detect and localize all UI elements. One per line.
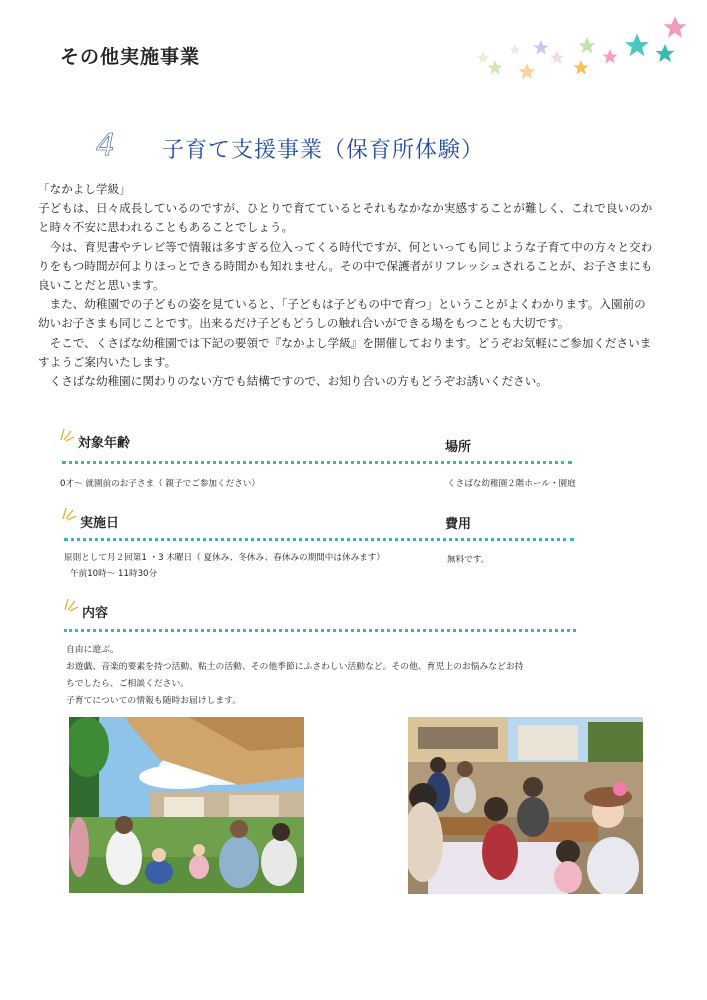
content-text — [66, 642, 586, 710]
sparkle-icon — [62, 596, 80, 612]
age-value: 0才～ 就園前のお子さま（ 親子でご参加ください） — [60, 479, 260, 489]
place-value: くさばな幼稚園２階ホール・園庭 — [447, 479, 576, 489]
intro-line: 良いことだと思います。 — [38, 278, 165, 293]
fee-value: 無料です。 — [447, 555, 490, 565]
divider-dotted — [64, 538, 574, 541]
sparkle-icon — [60, 505, 78, 521]
section-number: 4 — [96, 128, 116, 163]
content-heading: 内容 — [82, 606, 109, 621]
date-value: 原則として月２回第1 ・3 木曜日（ 夏休み、冬休み、春休みの期間中は休みます） — [64, 553, 385, 563]
place-heading: 場所 — [445, 440, 472, 455]
age-heading: 対象年齢 — [78, 436, 131, 451]
time-value: 午前10時～ 11時30分 — [70, 569, 158, 579]
content-line: 子育てについての情報も随時お届けします。 — [66, 696, 242, 706]
intro-line: りをもつ時間が何よりほっとできる時間かも知れません。その中で保護者がリフレッシュされることが、お子さまにも — [38, 258, 653, 273]
photo-garden-canopy — [69, 717, 304, 893]
content-line: お遊戯、音楽的要素を持つ活動、粘土の活動、その他季節にふさわしい活動など。その他、育児上のお悩みなどお持 — [66, 662, 524, 672]
photo-yard-activity — [408, 717, 643, 894]
content-line: 自由に遊ぶ。 — [66, 645, 119, 655]
intro-line: と時々不安に思われることもあることでしょう。 — [38, 220, 294, 235]
divider-dotted — [64, 629, 576, 632]
intro-line: くさばな幼稚園に関わりのない方でも結構ですので、お知り合いの方もどうぞお誘いください。 — [49, 374, 548, 389]
section-title: 子育て支援事業（保育所体験） — [162, 138, 485, 163]
intro-line: 「なかよし学級」 — [38, 182, 131, 196]
page-header-title: その他実施事業 — [60, 46, 201, 68]
fee-heading: 費用 — [445, 517, 472, 532]
divider-dotted — [62, 461, 572, 464]
intro-line: また、幼稚園での子どもの姿を見ていると、「子どもは子どもの中で育つ」ということがよくわかります。入園前の — [49, 297, 646, 312]
intro-text — [38, 180, 670, 391]
intro-line: 今は、育児書やテレビ等で情報は多すぎる位入ってくる時代ですが、何といっても同じような子育て中の方々と交わ — [49, 239, 653, 254]
content-line: ちでしたら、ご相談ください。 — [66, 679, 190, 689]
intro-line: 幼いお子さまも同じことです。出来るだけ子どもどうしの触れ合いができる場をもつことも大切です。 — [38, 316, 570, 331]
sparkle-icon — [58, 426, 76, 442]
decorative-stars — [455, 10, 695, 90]
intro-line: 子どもは、日々成長しているのですが、ひとりで育てているとそれもなかなか実感することが難しく、これで良いのか — [38, 201, 653, 216]
intro-line: すようご案内いたします。 — [38, 354, 177, 369]
intro-line: そこで、くさばな幼稚園では下記の要領で『なかよし学級』を開催しております。どうぞお気軽にご参加くださいま — [49, 335, 652, 350]
date-heading: 実施日 — [80, 516, 120, 531]
